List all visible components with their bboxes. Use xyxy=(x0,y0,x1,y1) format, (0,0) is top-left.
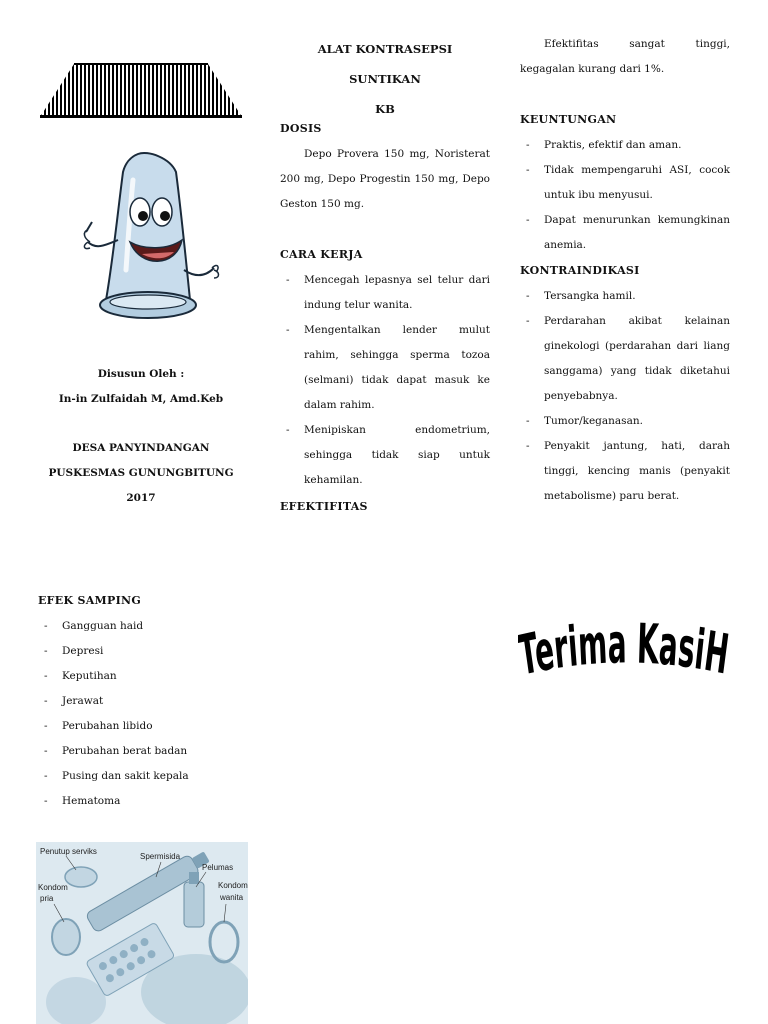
list-item: - Perubahan libido xyxy=(38,714,248,739)
label-lubricant: Pelumas xyxy=(202,863,234,872)
brochure-title-line1: ALAT KONTRASEPSI SUNTIKAN xyxy=(317,42,453,86)
efektifitas-text: Efektifitas sangat tinggi, kegagalan kurang dari 1%. xyxy=(520,38,730,75)
efek-samping-heading: EFEK SAMPING xyxy=(38,594,142,607)
label-male-condom-1: Kondom xyxy=(38,883,68,892)
label-male-condom-2: pria xyxy=(40,894,54,903)
logo-banner xyxy=(40,60,242,120)
list-item: - Menipiskan endometrium, sehingga tidak siap untuk kehamilan. xyxy=(280,418,490,493)
kontraindikasi-heading: KONTRAINDIKASI xyxy=(520,264,640,277)
cara-kerja-list xyxy=(280,268,490,493)
list-item: - Gangguan haid xyxy=(38,614,248,639)
year: 2017 xyxy=(126,492,156,504)
list-item: - Praktis, efektif dan aman. xyxy=(520,133,730,158)
dosis-text: Depo Provera 150 mg, Noristerat 200 mg, Depo Progestin 150 mg, Depo Geston 150 mg. xyxy=(280,148,490,210)
cara-kerja-heading: CARA KERJA xyxy=(280,248,363,261)
kontraindikasi-list xyxy=(520,284,730,509)
list-item: - Dapat menurunkan kemungkinan anemia. xyxy=(520,208,730,258)
list-item: - Pusing dan sakit kepala xyxy=(38,764,248,789)
list-item: - Perubahan berat badan xyxy=(38,739,248,764)
list-item: - Penyakit jantung, hati, darah tinggi, kencing manis (penyakit metabolisme) paru berat. xyxy=(520,434,730,509)
svg-text:Terima KasiH xyxy=(518,615,732,688)
label-cervical-cap: Penutup serviks xyxy=(40,847,97,856)
list-item: - Tidak mempengaruhi ASI, cocok untuk ibu menyusui. xyxy=(520,158,730,208)
contraceptives-photo xyxy=(36,842,248,1024)
dosis-heading: DOSIS xyxy=(280,122,322,135)
list-item: - Tumor/keganasan. xyxy=(520,409,730,434)
thank-you-text: Terima Kasi xyxy=(518,615,714,688)
credits-label: Disusun Oleh : xyxy=(97,368,185,380)
list-item: - Mencegah lepasnya sel telur dari indung telur wanita. xyxy=(280,268,490,318)
list-item: - Jerawat xyxy=(38,689,248,714)
efek-samping-list xyxy=(38,614,248,814)
condom-mascot xyxy=(78,150,223,340)
list-item: - Hematoma xyxy=(38,789,248,814)
thank-you-wordart xyxy=(518,615,733,700)
label-female-condom-1: Kondom xyxy=(218,881,248,890)
list-item: - Depresi xyxy=(38,639,248,664)
author-name: In-in Zulfaidah M, Amd.Keb xyxy=(58,393,224,405)
list-item: - Perdarahan akibat kelainan ginekologi (perdarahan dari liang sanggama) yang tidak diketahui penyebabnya. xyxy=(520,309,730,409)
village-name: DESA PANYINDANGAN xyxy=(72,442,210,454)
label-spermicide: Spermisida xyxy=(140,852,181,861)
keuntungan-heading: KEUNTUNGAN xyxy=(520,113,617,126)
logo-graphic xyxy=(40,60,242,120)
list-item: - Tersangka hamil. xyxy=(520,284,730,309)
puskesmas-name: PUSKESMAS GUNUNGBITUNG xyxy=(48,467,234,479)
brochure-title-line2: KB xyxy=(375,102,395,116)
list-item: - Keputihan xyxy=(38,664,248,689)
label-female-condom-2: wanita xyxy=(220,893,244,902)
efektifitas-heading: EFEKTIFITAS xyxy=(280,500,368,513)
list-item: - Mengentalkan lender mulut rahim, sehingga sperma tozoa (selmani) tidak dapat masuk ke dalam rahim. xyxy=(280,318,490,418)
keuntungan-list xyxy=(520,133,730,258)
